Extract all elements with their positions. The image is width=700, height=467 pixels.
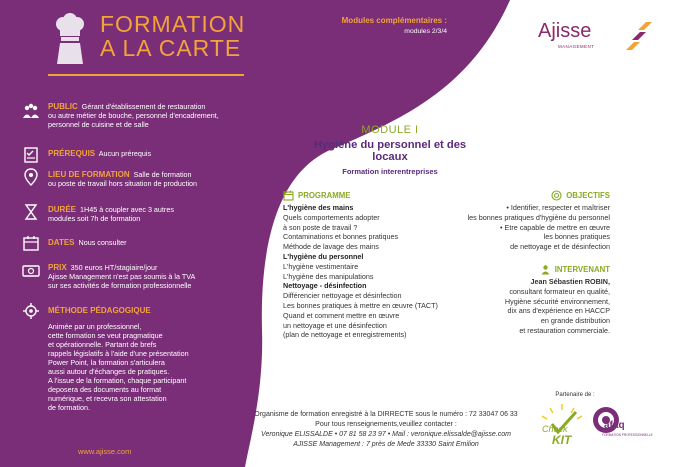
intervenant-line: et restauration commerciale. [519, 325, 610, 335]
afaq-name: afaq [604, 420, 625, 431]
programme-subheading: L'hygiène des mains [283, 203, 354, 212]
module-subtitle: Formation interentreprises [342, 167, 438, 176]
organisation-info [232, 410, 540, 450]
afaq-logo-icon [590, 404, 653, 450]
footer-contact: Veronique ELISSALDE • 07 81 58 23 97 • Mail : veronique.elissalde@ajisse.com [261, 431, 511, 438]
objectif-line: • Identifier, respecter et maîtriser [506, 203, 610, 212]
objectifs-section [452, 190, 610, 336]
footer-line-1: Organisme de formation enregistré à la DIRRECTE sous le numéro : 72 33047 06 33 [254, 411, 518, 418]
gear-people-icon [22, 302, 40, 320]
prix-line-3: sur ses activités de formation professionnelle [48, 281, 192, 290]
intervenant-line: consultant formateur en qualité, [509, 286, 610, 296]
objectif-line: les bonnes pratiques [543, 232, 610, 242]
check-kit-line1: Check [542, 424, 568, 434]
programme-line: à son poste de travail ? [283, 222, 358, 232]
module-number: MODULE I [361, 124, 419, 136]
person-icon [540, 264, 551, 275]
programme-line: L'hygiène des manipulations [283, 271, 374, 281]
objectif-line: les bonnes pratiques d'hygiène du personnel [467, 212, 610, 222]
module-title: Hygiène du personnel et des locaux [313, 139, 467, 163]
methode-label: MÉTHODE PÉDAGOGIQUE [48, 306, 151, 315]
programme-subheading: L'hygiène du personnel [283, 251, 364, 261]
intervenant-name: Jean Sébastien ROBIN, [530, 276, 610, 286]
prerequis-line-1: Aucun prérequis [98, 149, 152, 158]
website-link[interactable]: www.ajisse.com [78, 447, 132, 456]
public-line-3: personnel de cuisine et de salle [48, 120, 149, 129]
programme-heading [283, 190, 458, 201]
people-icon [22, 102, 40, 120]
prerequis-label: PRÉREQUIS [48, 149, 96, 158]
brand-name: Ajisse [538, 20, 592, 42]
ajisse-logo [538, 20, 658, 60]
programme-line: Différencier nettoyage et désinfection [283, 291, 402, 301]
check-kit-line2: KIT [552, 433, 572, 447]
programme-section [283, 190, 458, 340]
calendar-icon [22, 234, 40, 252]
programme-heading-label: PROGRAMME [298, 190, 351, 200]
dates-label: DATES [48, 238, 75, 247]
title-block [100, 12, 245, 60]
public-line-2: ou autre métier de bouche, personnel d'encadrement, [48, 111, 219, 120]
title-line-2: A LA CARTE [100, 35, 242, 61]
lieu-line-1: Salle de formation [133, 170, 192, 179]
footer-address: AJISSE Management : 7 près de Mede 33330 Saint Emilion [293, 441, 479, 448]
checklist-icon [22, 146, 40, 164]
module-heading [300, 124, 480, 176]
lieu-line-2: ou poste de travail hors situation de production [48, 179, 198, 188]
modules-value: modules 2/3/4 [404, 28, 447, 35]
programme-line: (plan de nettoyage et enregistrements) [283, 330, 407, 340]
prix-line-1: 350 euros HT/stagiaire/jour [70, 263, 158, 272]
programme-line: L'hygiène vestimentaire [283, 261, 359, 271]
target-icon [551, 190, 562, 201]
programme-icon [283, 190, 294, 201]
location-pin-icon [22, 168, 40, 186]
programme-subheading: Nettoyage - désinfection [283, 281, 367, 291]
programme-line: Quels comportements adopter [283, 212, 380, 222]
title-line-1: FORMATION [100, 11, 246, 37]
objectifs-heading [452, 190, 610, 201]
intervenant-line: Hygiène sécurité environnement, [504, 296, 610, 306]
programme-line: un nettoyage et une désinfection [283, 320, 387, 330]
prix-line-2: Ajisse Management n'est pas soumis à la TVA [48, 272, 196, 281]
lieu-label: LIEU DE FORMATION [48, 170, 130, 179]
modules-label: Modules complémentaires : [341, 16, 447, 25]
price-icon [22, 262, 40, 280]
methode-section [22, 302, 242, 412]
check-kit-logo-icon [536, 402, 588, 448]
programme-line: Méthode de lavage des mains [283, 242, 379, 252]
dates-line-1: Nous consulter [78, 238, 127, 247]
programme-line: Contaminations et bonnes pratiques [283, 232, 399, 242]
public-line-1: Gérant d'établissement de restauration [81, 102, 206, 111]
intervenant-heading [452, 264, 610, 275]
duree-label: DURÉE [48, 205, 77, 214]
programme-list [283, 203, 458, 340]
hourglass-icon [22, 203, 40, 221]
intervenant-line: en grande distribution [540, 316, 610, 326]
intervenant-heading-label: INTERVENANT [554, 264, 610, 274]
duree-line-2: modules soit 7h de formation [48, 214, 141, 223]
prix-label: PRIX [48, 263, 67, 272]
objectifs-heading-label: OBJECTIFS [566, 190, 610, 200]
public-label: PUBLIC [48, 102, 78, 111]
afaq-caption: FORMATION PROFESSIONNELLE [602, 433, 653, 437]
title-divider [48, 74, 244, 76]
programme-line: Quand et comment mettre en œuvre [283, 310, 400, 320]
duree-line-1: 1H45 à coupler avec 3 autres [80, 205, 174, 214]
intervenant-line: dix ans d'expérience en HACCP [507, 306, 610, 316]
objectif-line: de nettoyage et de désinfection [510, 242, 610, 252]
objectif-line: • Etre capable de mettre en œuvre [500, 222, 610, 232]
modules-complementaires [312, 16, 447, 35]
programme-line: Les bonnes pratiques à mettre en œuvre (TACT) [283, 300, 438, 310]
methode-text: Animée par un professionnel, cette formation se veut pragmatique et opérationnelle. Partant de brefs rappels législatifs à l'aide d'une présentation Power Point, la formation s'articulera aussi autour d'échanges de pratiques. A l'issue de la formation, chaque participant deposera des documents au format numérique, et recevra son attestation de formation. [48, 322, 189, 412]
chef-logo-icon [52, 14, 88, 66]
footer-line-2: Pour tous renseignements,veuillez contacter : [315, 421, 457, 428]
brand-mark-icon [620, 20, 656, 50]
brand-tagline: MANAGEMENT [558, 44, 595, 49]
partners-label: Partenaire de : [555, 392, 595, 398]
